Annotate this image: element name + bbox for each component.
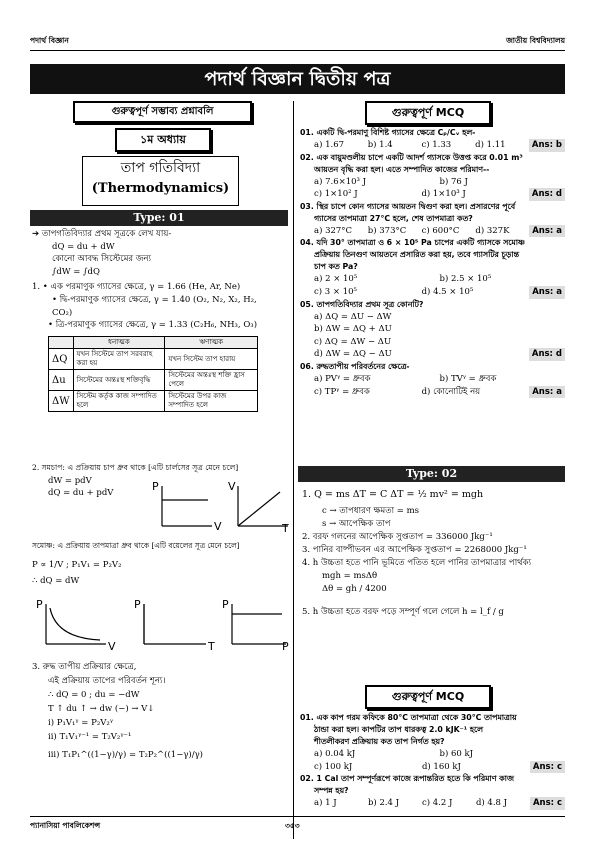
axis-label-t: T — [208, 640, 215, 652]
options-row — [300, 373, 565, 386]
equation: dQ = du + dW — [52, 241, 115, 252]
sign-table — [48, 336, 258, 412]
equation: ∫dW = ∫dQ — [52, 266, 100, 277]
text-line: 1. • এক পরমাণুক গ্যাসের ক্ষেত্রে, γ = 1.66 (He, Ar, Ne) — [32, 282, 241, 293]
option: b) 2.4 J — [367, 798, 400, 809]
question-cont: প্রক্রিয়ায় তিনগুণ আয়তনে প্রসারিত করা হয়, তবে গ্যাসটির চূড়ান্ত — [314, 250, 519, 260]
question: 02. 1 Cal তাপ সম্পূর্ণরূপে কাজে রূপান্তরিত হতে কি পরিমাণ কাজ — [300, 774, 514, 784]
option: b) 1.4 — [367, 140, 393, 150]
header-subject: পদার্থ বিজ্ঞান — [30, 36, 69, 45]
topic-en: (Thermodynamics) — [91, 181, 230, 196]
table-cell: ΔQ — [49, 349, 74, 370]
footer-rule — [30, 816, 565, 817]
table-header: ঋণাত্মক — [165, 337, 258, 349]
option: b) TVᵞ = ধ্রুবক — [439, 373, 497, 384]
answer-badge: Ans: d — [529, 348, 565, 361]
option: c) 600°C — [421, 225, 460, 236]
equation: ∴ dQ = dW — [32, 576, 80, 587]
option: d) 1.11 — [475, 140, 506, 150]
options-row — [300, 761, 565, 774]
option: b) ΔW = ΔQ + ΔU — [314, 324, 392, 335]
options-row — [300, 225, 565, 238]
axis-label-p: P — [282, 640, 289, 652]
type2-content — [302, 488, 564, 619]
table-cell: ΔW — [49, 391, 74, 412]
options-row — [300, 748, 565, 761]
equation: dQ = du + pdV — [48, 488, 114, 499]
option: a) 2 × 10⁵ — [314, 274, 358, 285]
question: 06. রুদ্ধতাপীয় পরিবর্তনের ক্ষেত্রে- — [300, 361, 410, 371]
isothermal-graphs — [36, 598, 292, 652]
question-cont: আয়তন বৃদ্ধি করা হল। এতে সম্পাদিত কাজের পরিমাণ-- — [314, 164, 490, 174]
option: d) 4.5 × 10⁵ — [421, 286, 474, 297]
text-line: 5. h উচ্চতা হতে বরফ পড়ে সম্পূর্ণ গলে গেলে h = l_f / g — [302, 607, 504, 617]
text-line: • দ্বি-পরমাণুক গ্যাসের ক্ষেত্রে, γ = 1.40 (O₂, N₂, X₂, H₂, — [52, 294, 257, 305]
mcq-box-2: গুরুত্বপূর্ণ MCQ — [365, 685, 491, 709]
axis-label-t: T — [282, 522, 289, 534]
text-line: ➔ তাপগতিবিদ্যার প্রথম সূত্রকে লেখ যায়- — [32, 229, 172, 239]
header-rule — [30, 50, 565, 51]
table-cell: সিস্টেমের উপর কাজ সম্পাদিত হলে — [165, 391, 258, 412]
question-cont: সম্পন্ন হয়? — [314, 786, 349, 796]
question-cont: চাপ কত Pa? — [314, 262, 358, 272]
equation: iii) T₁P₁^((1−γ)/γ) = T₂P₂^((1−γ)/γ) — [48, 750, 203, 760]
answer-badge: Ans: c — [530, 761, 565, 774]
option: a) PVᵞ = ধ্রুবক — [314, 373, 371, 384]
left-content-top — [32, 228, 290, 332]
table-cell: সিস্টেমের অন্তঃস্থ শক্তি হ্রাস পেলে — [165, 370, 258, 391]
option: c) 1×10² J — [314, 189, 358, 200]
axis-label-p: P — [134, 598, 141, 611]
option: c) TPᵞ = ধ্রুবক — [314, 386, 370, 397]
table-cell: সিস্টেমের অন্তঃস্থ শক্তিবৃদ্ধি — [73, 370, 165, 391]
question: 03. স্থির চাপে কোন গ্যাসের আয়তন দ্বিগুণ করা হল। প্রসারণের পূর্বে — [300, 201, 516, 211]
axis-label-p: P — [36, 598, 43, 611]
mcq-section-1 — [300, 127, 565, 398]
option: a) 1 J — [314, 798, 337, 809]
left-adiabatic — [32, 660, 290, 762]
answer-badge: Ans: d — [529, 188, 565, 201]
mcq-section-2 — [300, 712, 565, 810]
options-row — [300, 286, 565, 299]
text-line: 2. বরফ গলনের আপেক্ষিক সুপ্ততাপ = 336000 Jkg⁻¹ — [302, 532, 493, 542]
equation: P ∝ 1/V ; P₁V₁ = P₂V₂ — [32, 559, 122, 570]
suggestion-box: গুরুত্বপূর্ণ সম্ভাব্য প্রশ্নাবলি — [73, 101, 252, 123]
options-row — [300, 273, 565, 286]
question: 04. যদি 30° তাপমাত্রা ও 6 × 10⁵ Pa চাপের একটি গ্যাসকে সমোষ্ণ — [300, 238, 525, 248]
question: 02. এক বায়ুমণ্ডলীয় চাপে একটি আদর্শ গ্যাসকে উত্তপ্ত করে 0.01 m³ — [300, 152, 523, 162]
text-line: c → তাপধারণ ক্ষমতা = ms — [322, 506, 420, 516]
topic-box — [82, 156, 239, 206]
axis-label-v: V — [228, 480, 236, 493]
equation: 1. Q = ms ΔT = C ΔT = ½ mv² = mgh — [302, 489, 484, 500]
axis-label-v: V — [214, 520, 222, 533]
text-line: • ত্রি-পরমাণুক গ্যাসের ক্ষেত্রে, γ = 1.33 (C₂H₆, NH₃, O₃) — [48, 320, 258, 331]
text-line: সমোষ্ণ: এ প্রক্রিয়ায় তাপমাত্রা ধ্রুব থাকে [এটি বয়েলের সূত্র মেনে চলে] — [32, 541, 240, 550]
options-row — [300, 176, 565, 189]
option: d) 1×10³ J — [421, 189, 466, 200]
text-line: এই প্রক্রিয়ায় তাপের পরিবর্তন শূন্য। — [48, 676, 166, 686]
footer-publisher: প্যানাসিয়া পাবলিকেশন্স — [30, 821, 101, 830]
text-line: CO₂) — [52, 307, 73, 318]
text-line: কোনো আবদ্ধ সিস্টেমের জন্য — [52, 254, 151, 265]
option: b) 60 kJ — [439, 749, 474, 759]
table-cell: যখন সিস্টেম তাপ হারায় — [165, 349, 258, 370]
option: a) 0.04 kJ — [314, 749, 356, 759]
question-cont: শীতলীকরণ প্রক্রিয়ায় কত তাপ নির্গত হয়? — [314, 737, 445, 746]
option: c) 3 × 10⁵ — [314, 286, 357, 297]
question-cont: গ্যাসের তাপমাত্রা 27°C হলে, শেষ তাপমাত্রা কত? — [314, 213, 473, 223]
equation: mgh = msΔθ — [322, 571, 378, 581]
table-cell: Δu — [49, 370, 74, 391]
option: a) 327°C — [314, 225, 353, 236]
table-header: ধনাত্মক — [73, 337, 165, 349]
page-title: পদার্থ বিজ্ঞান দ্বিতীয় পত্র — [30, 64, 565, 94]
option: c) 1.33 — [421, 140, 452, 150]
option: b) 76 J — [439, 176, 468, 187]
option: a) 7.6×10³ J — [314, 176, 367, 187]
equation: Δθ = gh / 4200 — [322, 584, 387, 594]
options-row — [300, 797, 565, 810]
question: 01. একটি দ্বি-পরমাণু বিশিষ্ট গ্যাসের ক্ষেত্রে Cₚ/Cᵥ হল- — [300, 128, 476, 137]
equation: ∴ dQ = 0 ; du = −dW — [48, 690, 140, 700]
page-number: ৩৫৩ — [285, 821, 300, 830]
options-row — [300, 386, 565, 399]
option: a) ΔQ = ΔU − ΔW — [314, 311, 392, 322]
question: 05. তাপগতিবিদ্যার প্রথম সূত্র কোনটি? — [300, 299, 424, 309]
text-line: s → আপেক্ষিক তাপ — [322, 519, 391, 529]
text-line: 2. সমচাপ: এ প্রক্রিয়ায় চাপ ধ্রুব থাকে [এটি চার্লসের সূত্র মেনে চলে] — [32, 463, 239, 472]
left-isothermal — [32, 540, 292, 588]
axis-label-p: P — [152, 480, 159, 493]
text-line: 3. পানির বাষ্পীভবন এর আপেক্ষিক সুপ্ততাপ = 2268000 Jkg⁻¹ — [302, 545, 527, 555]
type2-header: Type: 02 — [298, 466, 565, 482]
table-cell: সিস্টেম কর্তৃক কাজ সম্পাদিত হলে — [73, 391, 165, 412]
option: d) 4.8 J — [475, 798, 508, 809]
answer-badge: Ans: b — [529, 139, 565, 152]
answer-badge: Ans: a — [529, 225, 565, 238]
header-university: জাতীয় বিশ্ববিদ্যালয় — [506, 36, 565, 45]
equation: i) P₁V₁ᵞ = P₂V₂ᵞ — [48, 718, 114, 728]
text-line: 4. h উচ্চতা হতে পানি ভূমিতে পতিত হলে পানির তাপমাত্রার পার্থক্য — [302, 558, 532, 568]
option: d) কোনোটিই নয় — [421, 386, 481, 397]
option: d) 160 kJ — [421, 761, 461, 772]
table-header — [49, 337, 74, 349]
option: c) 4.2 J — [421, 798, 453, 809]
column-divider — [293, 101, 294, 839]
axis-label-v: V — [108, 640, 116, 652]
options-row — [300, 348, 565, 361]
type1-header: Type: 01 — [30, 210, 288, 226]
equation: ii) T₁V₁ᵞ⁻¹ = T₂V₂ᵞ⁻¹ — [48, 732, 132, 742]
text-line: 3. রুদ্ধ তাপীয় প্রক্রিয়ার ক্ষেত্রে, — [32, 662, 137, 672]
axis-label-p: P — [222, 598, 229, 611]
answer-badge: Ans: a — [529, 386, 565, 399]
option: a) 1.67 — [314, 140, 345, 150]
table-cell: যখন সিস্টেমে তাপ সরবরাহ করা হয় — [73, 349, 165, 370]
mcq-box: গুরুত্বপূর্ণ MCQ — [365, 101, 491, 125]
options-row — [300, 139, 565, 152]
question: 01. এক কাপ গরম কফিকে 80°C তাপমাত্রা থেকে 30°C তাপমাত্রায় — [300, 713, 517, 722]
option: b) 373°C — [367, 225, 407, 236]
chapter-box: ১ম অধ্যায় — [115, 128, 211, 152]
answer-badge: Ans: c — [530, 797, 565, 810]
option: d) ΔW = ΔQ − ΔU — [314, 349, 392, 360]
option: b) 2.5 × 10⁵ — [439, 274, 492, 285]
question-cont: ঠান্ডা করা হল। কাপটির তাপ ধারকত্ব 2.0 kJK⁻¹ হলে — [314, 725, 483, 734]
equation: T ↑ du ↑ → dw (−) → V↓ — [48, 704, 155, 714]
isobaric-graphs — [150, 478, 292, 534]
option: c) 100 kJ — [314, 761, 353, 772]
answer-badge: Ans: a — [529, 286, 565, 299]
topic-bn: তাপ গতিবিদ্যা — [120, 160, 201, 176]
option: c) ΔQ = ΔW − ΔU — [314, 336, 392, 347]
option: d) 327K — [475, 225, 510, 236]
equation: dW = pdV — [48, 475, 92, 486]
options-row — [300, 188, 565, 201]
